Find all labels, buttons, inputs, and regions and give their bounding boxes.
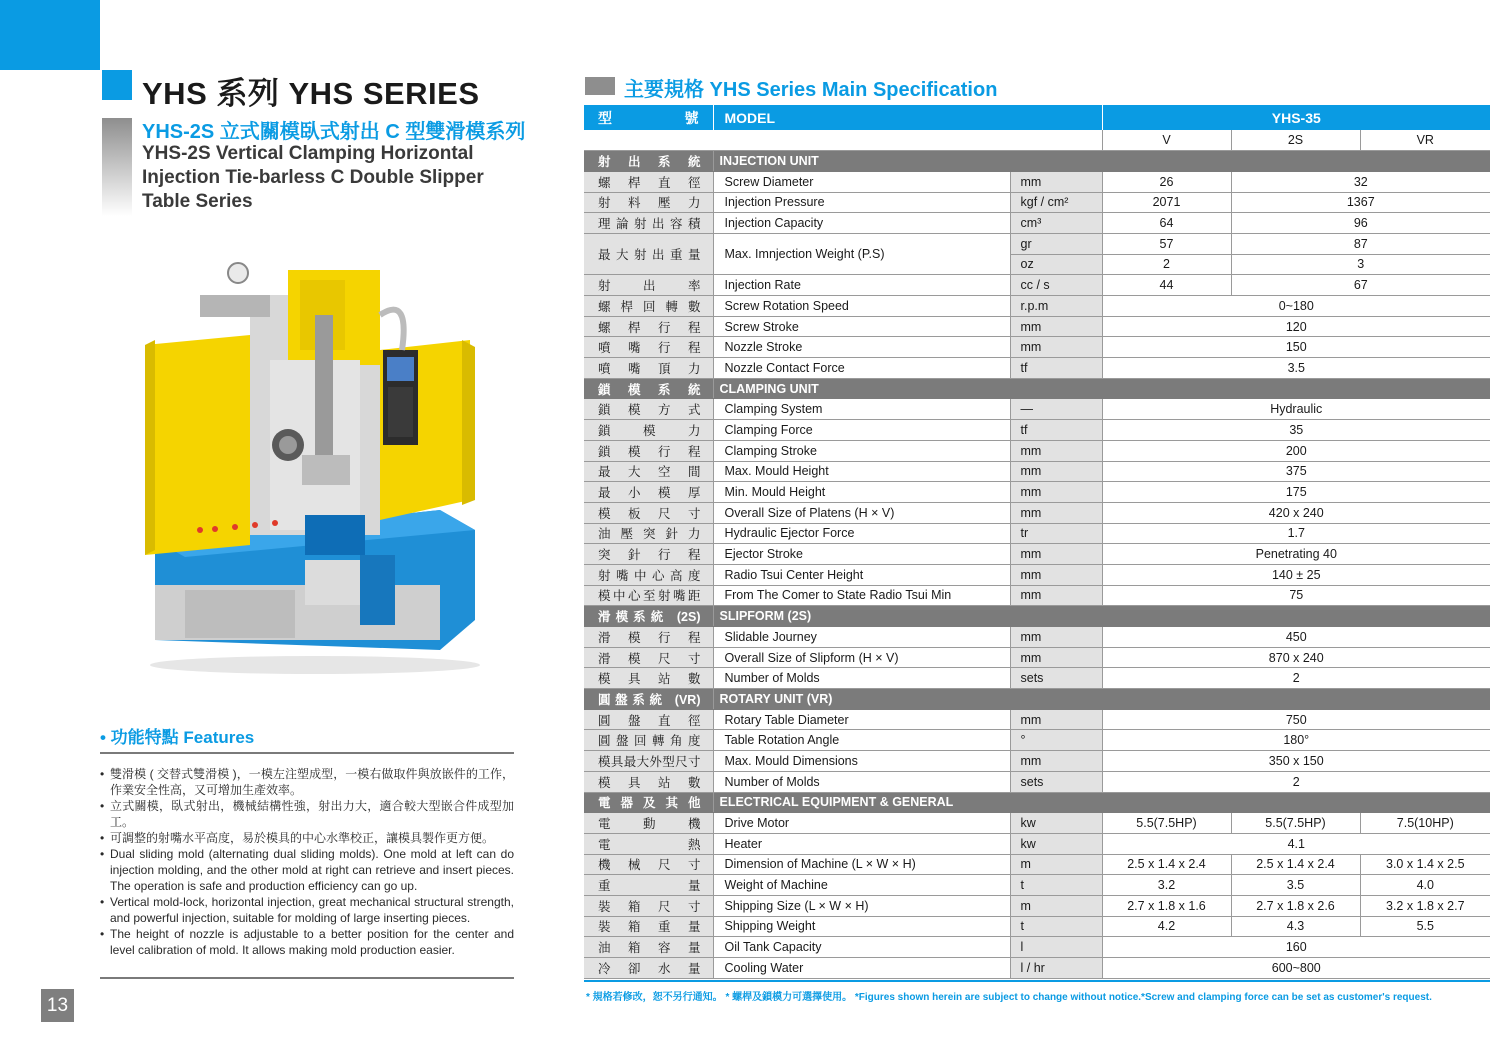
spec-unit: mm (1010, 171, 1102, 192)
spec-row (584, 564, 1490, 585)
spec-label-en: Clamping System (713, 399, 1010, 420)
spec-table (584, 105, 1490, 979)
spec-label-cn: 裝 箱 尺 寸 (584, 895, 713, 916)
spec-row (584, 627, 1490, 648)
spec-value: 96 (1231, 213, 1490, 234)
spec-value: 2 (1102, 771, 1490, 792)
spec-value: 2.7 x 1.8 x 1.6 (1102, 895, 1231, 916)
variant-label: VR (1360, 130, 1490, 151)
spec-label-cn: 模 具 站 數 (584, 771, 713, 792)
spec-value: 4.2 (1102, 916, 1231, 937)
title-accent-block (102, 70, 132, 100)
spec-value: 5.5(7.5HP) (1231, 813, 1360, 834)
spec-label-en: Number of Molds (713, 668, 1010, 689)
spec-row (584, 523, 1490, 544)
spec-unit: mm (1010, 316, 1102, 337)
section-label-cn: 圓盤系統 (VR) (584, 689, 713, 710)
spec-label-en: Slidable Journey (713, 627, 1010, 648)
spec-value: 450 (1102, 627, 1490, 648)
spec-value: 26 (1102, 171, 1231, 192)
features-top-rule (100, 752, 514, 754)
spec-label-cn: 螺 桿 行 程 (584, 316, 713, 337)
spec-label-en: Oil Tank Capacity (713, 937, 1010, 958)
spec-value: 2.5 x 1.4 x 2.4 (1102, 854, 1231, 875)
spec-value: 375 (1102, 461, 1490, 482)
spec-value: 200 (1102, 440, 1490, 461)
spec-label-cn: 滑 模 行 程 (584, 627, 713, 648)
spec-value: 4.0 (1360, 875, 1490, 896)
spec-row (584, 833, 1490, 854)
spec-label-en: Hydraulic Ejector Force (713, 523, 1010, 544)
spec-label-cn: 鎖 模 行 程 (584, 440, 713, 461)
spec-label-en: Injection Pressure (713, 192, 1010, 213)
spec-label-en: Ejector Stroke (713, 544, 1010, 565)
spec-value: 2.7 x 1.8 x 2.6 (1231, 895, 1360, 916)
model-header-en: MODEL (713, 105, 1102, 130)
spec-row (584, 461, 1490, 482)
feature-item: • The height of nozzle is adjustable to a better position for the center and level calibration of mold. It allows making mold production easier. (100, 926, 514, 958)
spec-label-cn: 電 動 機 (584, 813, 713, 834)
series-title: YHS 系列 YHS SERIES (142, 76, 480, 111)
spec-value: 4.3 (1231, 916, 1360, 937)
spec-label-cn: 滑 模 尺 寸 (584, 647, 713, 668)
spec-row (584, 482, 1490, 503)
spec-value: 350 x 150 (1102, 751, 1490, 772)
spec-value: 420 x 240 (1102, 502, 1490, 523)
spec-unit: tf (1010, 420, 1102, 441)
spec-value: 1367 (1231, 192, 1490, 213)
spec-label-cn: 射 出 率 (584, 275, 713, 296)
spec-unit: l (1010, 937, 1102, 958)
spec-unit: mm (1010, 482, 1102, 503)
spec-section-row (584, 378, 1490, 399)
spec-label-cn: 噴 嘴 頂 力 (584, 358, 713, 379)
spec-unit: mm (1010, 461, 1102, 482)
feature-item: • Dual sliding mold (alternating dual sliding molds). One mold at left can do injection molding, and the other mold at right can retrieve and insert pieces. The operation is safe and production efficiency can go up. (100, 846, 514, 894)
section-label-cn: 鎖 模 系 統 (584, 378, 713, 399)
spec-value: 3 (1231, 254, 1490, 275)
spec-row (584, 233, 1490, 254)
features-list (100, 766, 514, 958)
feature-item: • 立式關模，臥式射出，機械結構性強，射出力大，適合較大型嵌合件成型加工。 (100, 798, 514, 830)
spec-label-cn: 裝 箱 重 量 (584, 916, 713, 937)
spec-value: 150 (1102, 337, 1490, 358)
spec-unit: mm (1010, 564, 1102, 585)
spec-unit: mm (1010, 337, 1102, 358)
spec-unit: t (1010, 916, 1102, 937)
spec-row (584, 730, 1490, 751)
spec-label-en: Overall Size of Platens (H × V) (713, 502, 1010, 523)
spec-value: 1.7 (1102, 523, 1490, 544)
spec-label-en: Min. Mould Height (713, 482, 1010, 503)
spec-value: 2.5 x 1.4 x 2.4 (1231, 854, 1360, 875)
spec-value: 75 (1102, 585, 1490, 606)
spec-value: 120 (1102, 316, 1490, 337)
spec-row (584, 771, 1490, 792)
spec-label-cn: 油壓突針力 (584, 523, 713, 544)
spec-label-en: Max. Mould Dimensions (713, 751, 1010, 772)
subtitle-gradient-bar (102, 118, 132, 216)
spec-label-en: Table Rotation Angle (713, 730, 1010, 751)
spec-unit: oz (1010, 254, 1102, 275)
spec-value: 7.5(10HP) (1360, 813, 1490, 834)
spec-value: 3.5 (1102, 358, 1490, 379)
spec-row (584, 296, 1490, 317)
spec-label-cn: 重 量 (584, 875, 713, 896)
spec-label-en: Clamping Stroke (713, 440, 1010, 461)
spec-unit: mm (1010, 544, 1102, 565)
spec-unit: mm (1010, 647, 1102, 668)
spec-value: 870 x 240 (1102, 647, 1490, 668)
spec-label-en: Drive Motor (713, 813, 1010, 834)
variant-label: V (1102, 130, 1231, 151)
spec-value: 3.2 (1102, 875, 1231, 896)
spec-unit: mm (1010, 585, 1102, 606)
spec-row (584, 895, 1490, 916)
section-label-en: ELECTRICAL EQUIPMENT & GENERAL (713, 792, 1490, 813)
spec-row (584, 275, 1490, 296)
spec-section-row (584, 792, 1490, 813)
spec-row (584, 875, 1490, 896)
spec-label-en: Shipping Size (L × W × H) (713, 895, 1010, 916)
spec-value: Penetrating 40 (1102, 544, 1490, 565)
spec-label-cn: 模中心至射嘴距 (584, 585, 713, 606)
spec-value: 2 (1102, 254, 1231, 275)
injection-molding-machine-image (140, 255, 485, 675)
spec-label-en: Shipping Weight (713, 916, 1010, 937)
spec-label-en: Max. Mould Height (713, 461, 1010, 482)
spec-value: 5.5 (1360, 916, 1490, 937)
spec-unit: mm (1010, 709, 1102, 730)
features-bottom-rule (100, 977, 514, 979)
spec-value: 4.1 (1102, 833, 1490, 854)
spec-label-cn: 油 箱 容 量 (584, 937, 713, 958)
spec-label-cn: 圓 盤 直 徑 (584, 709, 713, 730)
spec-row (584, 358, 1490, 379)
variant-label: 2S (1231, 130, 1360, 151)
feature-item: • 雙滑模 ( 交替式雙滑模 )，一模左注塑成型，一模右做取件與放嵌件的工作，作業安全性高，又可增加生產效率。 (100, 766, 514, 798)
spec-section-row (584, 689, 1490, 710)
spec-value: 140 ± 25 (1102, 564, 1490, 585)
spec-label-cn: 突 針 行 程 (584, 544, 713, 565)
feature-item: • 可調整的射嘴水平高度，易於模具的中心水準校正，讓模具製作更方便。 (100, 830, 514, 846)
subtitle-chinese: YHS-2S 立式關模臥式射出 C 型雙滑模系列 (142, 121, 526, 143)
spec-value: 3.0 x 1.4 x 2.5 (1360, 854, 1490, 875)
spec-label-en: Cooling Water (713, 958, 1010, 979)
spec-label-cn: 模具最大外型尺寸 (584, 751, 713, 772)
spec-label-en: Nozzle Contact Force (713, 358, 1010, 379)
feature-item: • Vertical mold-lock, horizontal injection, great mechanical structural strength, and powerful injection, suitable for molding of large inserting pieces. (100, 894, 514, 926)
spec-label-en: Clamping Force (713, 420, 1010, 441)
spec-label-en: Dimension of Machine (L × W × H) (713, 854, 1010, 875)
spec-row (584, 316, 1490, 337)
spec-title-accent-block (585, 77, 615, 95)
features-title: • 功能特點 Features (100, 728, 255, 747)
spec-label-en: Screw Stroke (713, 316, 1010, 337)
spec-label-cn: 電 熱 (584, 833, 713, 854)
subtitle-english: YHS-2S Vertical Clamping Horizontal Injection Tie-barless C Double Slipper Table Series (142, 143, 484, 212)
corner-accent-block (0, 0, 100, 70)
spec-row (584, 213, 1490, 234)
spec-label-cn: 鎖 模 方 式 (584, 399, 713, 420)
spec-label-en: Injection Capacity (713, 213, 1010, 234)
spec-label-cn: 螺桿回轉數 (584, 296, 713, 317)
spec-value: 2071 (1102, 192, 1231, 213)
spec-bottom-rule (584, 980, 1490, 982)
section-label-en: SLIPFORM (2S) (713, 606, 1490, 627)
spec-label-cn: 冷 卻 水 量 (584, 958, 713, 979)
spec-header-row (584, 105, 1490, 130)
spec-unit: ° (1010, 730, 1102, 751)
spec-row (584, 440, 1490, 461)
spec-unit: kgf / cm² (1010, 192, 1102, 213)
spec-value: 87 (1231, 233, 1490, 254)
spec-value: 44 (1102, 275, 1231, 296)
spec-label-cn: 理論射出容積 (584, 213, 713, 234)
spec-unit: l / hr (1010, 958, 1102, 979)
spec-row (584, 813, 1490, 834)
spec-unit: m (1010, 854, 1102, 875)
spec-value: 600~800 (1102, 958, 1490, 979)
spec-unit: t (1010, 875, 1102, 896)
spec-unit: tf (1010, 358, 1102, 379)
spec-unit: cc / s (1010, 275, 1102, 296)
spec-unit: mm (1010, 627, 1102, 648)
spec-section-row (584, 606, 1490, 627)
spec-row (584, 916, 1490, 937)
spec-value: Hydraulic (1102, 399, 1490, 420)
spec-row (584, 544, 1490, 565)
spec-unit: sets (1010, 771, 1102, 792)
spec-unit: mm (1010, 440, 1102, 461)
spec-label-en: Overall Size of Slipform (H × V) (713, 647, 1010, 668)
spec-label-en: Number of Molds (713, 771, 1010, 792)
spec-row (584, 647, 1490, 668)
section-label-en: ROTARY UNIT (VR) (713, 689, 1490, 710)
spec-label-cn: 最大射出重量 (584, 233, 713, 274)
spec-unit: r.p.m (1010, 296, 1102, 317)
spec-label-cn: 螺 桿 直 徑 (584, 171, 713, 192)
spec-unit: cm³ (1010, 213, 1102, 234)
spec-label-en: Screw Diameter (713, 171, 1010, 192)
spec-variant-row (584, 130, 1490, 151)
spec-label-cn: 圓盤回轉角度 (584, 730, 713, 751)
section-label-cn: 電 器 及 其 他 (584, 792, 713, 813)
spec-value: 57 (1102, 233, 1231, 254)
spec-label-en: From The Comer to State Radio Tsui Min (713, 585, 1010, 606)
spec-label-cn: 射 料 壓 力 (584, 192, 713, 213)
spec-row (584, 751, 1490, 772)
spec-row (584, 937, 1490, 958)
spec-value: 64 (1102, 213, 1231, 234)
spec-unit: tr (1010, 523, 1102, 544)
spec-unit: mm (1010, 502, 1102, 523)
model-name: YHS-35 (1102, 105, 1490, 130)
spec-unit: gr (1010, 233, 1102, 254)
section-label-cn: 滑模系統 (2S) (584, 606, 713, 627)
spec-label-cn: 模 板 尺 寸 (584, 502, 713, 523)
spec-value: 67 (1231, 275, 1490, 296)
spec-unit: kw (1010, 813, 1102, 834)
spec-value: 35 (1102, 420, 1490, 441)
spec-row (584, 192, 1490, 213)
spec-row (584, 958, 1490, 979)
spec-footnote: * 規格若修改，恕不另行通知。 * 螺桿及鎖模力可選擇使用。 *Figures shown herein are subject to change without notice.*Screw and clamping force can be set as customer's request. (586, 992, 1432, 1003)
spec-row (584, 854, 1490, 875)
spec-row (584, 420, 1490, 441)
section-label-en: CLAMPING UNIT (713, 378, 1490, 399)
section-label-cn: 射 出 系 統 (584, 151, 713, 172)
spec-unit: mm (1010, 751, 1102, 772)
spec-label-cn: 最 小 模 厚 (584, 482, 713, 503)
spec-value: 750 (1102, 709, 1490, 730)
spec-label-cn: 最 大 空 間 (584, 461, 713, 482)
variant-spacer (584, 130, 1102, 151)
spec-value: 3.5 (1231, 875, 1360, 896)
spec-label-cn: 機 械 尺 寸 (584, 854, 713, 875)
spec-row (584, 585, 1490, 606)
spec-label-en: Heater (713, 833, 1010, 854)
spec-title: 主要規格 YHS Series Main Specification (624, 79, 998, 101)
spec-label-en: Radio Tsui Center Height (713, 564, 1010, 585)
spec-value: 3.2 x 1.8 x 2.7 (1360, 895, 1490, 916)
spec-section-row (584, 151, 1490, 172)
spec-value: 32 (1231, 171, 1490, 192)
spec-value: 2 (1102, 668, 1490, 689)
spec-row (584, 399, 1490, 420)
spec-row (584, 709, 1490, 730)
spec-label-en: Weight of Machine (713, 875, 1010, 896)
spec-value: 180° (1102, 730, 1490, 751)
spec-label-cn: 鎖 模 力 (584, 420, 713, 441)
spec-row (584, 171, 1490, 192)
spec-row (584, 502, 1490, 523)
spec-unit: m (1010, 895, 1102, 916)
spec-value: 5.5(7.5HP) (1102, 813, 1231, 834)
spec-label-cn: 噴 嘴 行 程 (584, 337, 713, 358)
spec-unit: kw (1010, 833, 1102, 854)
spec-label-en: Nozzle Stroke (713, 337, 1010, 358)
spec-row (584, 337, 1490, 358)
spec-unit: — (1010, 399, 1102, 420)
spec-value: 0~180 (1102, 296, 1490, 317)
spec-label-cn: 模 具 站 數 (584, 668, 713, 689)
spec-label-cn: 射嘴中心高度 (584, 564, 713, 585)
spec-label-en: Rotary Table Diameter (713, 709, 1010, 730)
page-number: 13 (41, 989, 74, 1022)
spec-label-en: Max. Imnjection Weight (P.S) (713, 233, 1010, 274)
section-label-en: INJECTION UNIT (713, 151, 1490, 172)
spec-label-en: Injection Rate (713, 275, 1010, 296)
spec-unit: sets (1010, 668, 1102, 689)
spec-label-en: Screw Rotation Speed (713, 296, 1010, 317)
spec-value: 175 (1102, 482, 1490, 503)
model-header-cn: 型 號 (584, 105, 713, 130)
spec-row (584, 668, 1490, 689)
spec-value: 160 (1102, 937, 1490, 958)
